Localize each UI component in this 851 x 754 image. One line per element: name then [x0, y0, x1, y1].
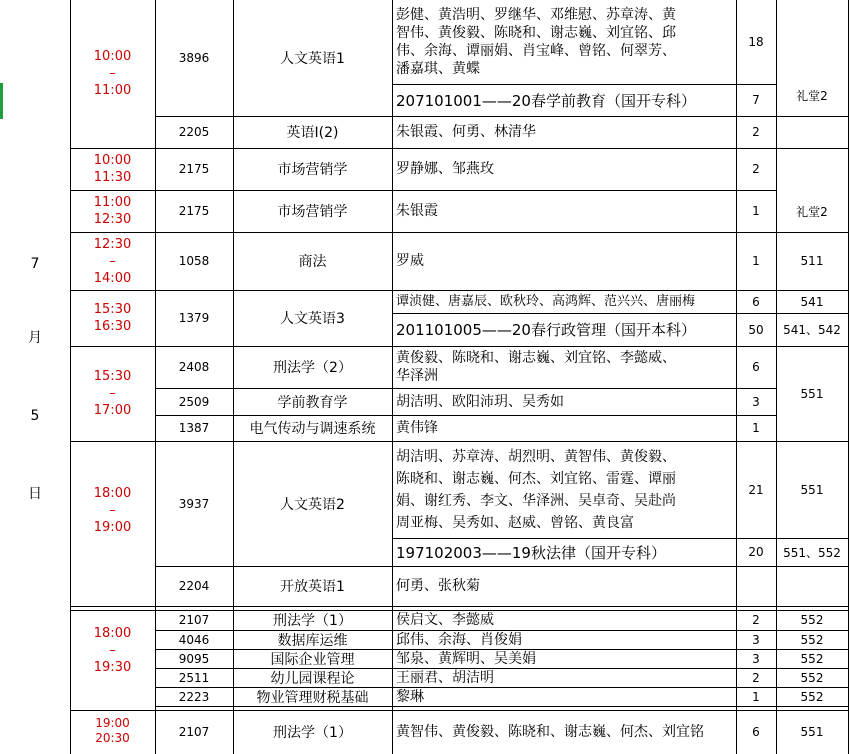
- time-slot: 10:00 – 11:00: [93, 48, 132, 98]
- student-names: 黄伟锋: [396, 420, 438, 436]
- date-day-label: 日: [28, 486, 42, 502]
- time-slot: 19:00 20:30: [95, 716, 130, 745]
- time-slot: 12:30 – 14:00: [93, 236, 132, 286]
- course-code: 4046: [178, 632, 210, 647]
- student-names: 黄俊毅、陈晓和、谢志巍、刘宜铭、李懿威、 华泽洲: [396, 350, 676, 384]
- student-names: 邱伟、余海、肖俊娟: [396, 631, 522, 648]
- student-names: 罗静娜、邹燕玫: [396, 161, 494, 177]
- time-slot: 18:00 – 19:00: [93, 485, 132, 535]
- class-count: 50: [748, 322, 764, 337]
- student-names: 胡洁明、苏章涛、胡烈明、黄智伟、黄俊毅、 陈晓和、谢志巍、何杰、刘宜铭、雷霆、谭丽 娟、谢红秀、李文、华泽洲、吴卓奇、吴赴尚 周亚梅、吴秀如、赵威、曾铭、黄良富: [396, 448, 676, 531]
- student-count: 6: [752, 294, 760, 309]
- class-room: 541、542: [783, 323, 841, 337]
- course-name: 人文英语1: [280, 51, 345, 67]
- date-month-number: 7: [30, 256, 40, 272]
- course-code: 2175: [178, 204, 210, 218]
- course-code: 1058: [178, 254, 210, 268]
- course-code: 1379: [178, 311, 210, 325]
- time-slot: 15:30 16:30: [93, 302, 132, 334]
- course-code: 2107: [178, 613, 210, 627]
- course-name: 刑法学（1）: [273, 613, 352, 629]
- student-names: 胡洁明、欧阳沛玥、吴秀如: [396, 393, 564, 410]
- course-code: 2511: [178, 670, 210, 685]
- student-names: 何勇、张秋菊: [396, 578, 480, 594]
- student-count: 6: [752, 725, 760, 739]
- class-count: 7: [752, 93, 760, 107]
- exam-room: 552: [800, 651, 824, 666]
- course-code: 1387: [178, 421, 210, 435]
- exam-room: 552: [800, 670, 824, 685]
- student-count: 21: [748, 482, 764, 497]
- student-names: 侯启文、李懿威: [396, 612, 494, 628]
- exam-room: 礼堂2: [796, 88, 828, 103]
- student-count: 1: [752, 421, 760, 435]
- course-code: 3937: [178, 496, 210, 511]
- exam-room: 552: [800, 689, 824, 704]
- exam-room: 541: [800, 294, 824, 309]
- student-count: 3: [752, 632, 760, 647]
- class-group: 197102003——19秋法律（国开专科）: [396, 543, 666, 562]
- student-names: 彭健、黄浩明、罗继华、邓维慰、苏章涛、黄 智伟、黄俊毅、陈晓和、谢志巍、刘宜铭、邱 伟、余海、谭丽娟、肖宝峰、曾铭、何翠芳、 潘嘉琪、黄蝶: [396, 7, 676, 77]
- student-names: 黄智伟、黄俊毅、陈晓和、谢志巍、何杰、刘宜铭: [396, 724, 704, 740]
- student-count: 3: [752, 394, 760, 409]
- student-names: 谭浈健、唐嘉辰、欧秋玲、高鸿辉、范兴兴、唐丽梅: [396, 293, 696, 309]
- time-slot: 15:30 – 17:00: [93, 368, 132, 418]
- course-code: 2175: [178, 162, 210, 176]
- row-selection-marker: [0, 83, 3, 119]
- course-name: 人文英语3: [280, 311, 345, 327]
- class-count: 20: [748, 545, 764, 559]
- student-count: 1: [752, 254, 760, 268]
- student-count: 3: [752, 651, 760, 666]
- student-count: 1: [752, 204, 760, 218]
- student-count: 2: [752, 613, 760, 627]
- exam-room: 551: [800, 725, 824, 739]
- course-name: 刑法学（2）: [273, 360, 352, 376]
- course-name: 刑法学（1）: [273, 725, 352, 741]
- course-code: 3896: [178, 51, 210, 65]
- course-name: 国际企业管理: [270, 651, 355, 668]
- course-name: 人文英语2: [280, 496, 345, 513]
- course-name: 学前教育学: [277, 394, 348, 411]
- course-name: 幼儿园课程论: [270, 670, 355, 687]
- student-names: 朱银霞、何勇、林清华: [396, 124, 536, 140]
- course-code: 2509: [178, 394, 210, 409]
- course-name: 市场营销学: [277, 204, 348, 220]
- time-slot: 18:00 – 19:30: [93, 625, 132, 675]
- student-count: 1: [752, 689, 760, 704]
- exam-room: 552: [800, 632, 824, 647]
- course-name: 开放英语1: [280, 579, 345, 595]
- course-code: 2223: [178, 689, 210, 704]
- date-day-number: 5: [30, 408, 40, 424]
- grid-line: [70, 606, 848, 607]
- student-count: 2: [752, 162, 760, 176]
- date-month-label: 月: [28, 330, 42, 346]
- student-names: 罗威: [396, 253, 424, 269]
- course-code: 9095: [178, 651, 210, 666]
- class-group: 201101005——20春行政管理（国开本科）: [396, 321, 696, 339]
- course-name: 商法: [298, 254, 327, 270]
- student-count: 2: [752, 125, 760, 139]
- student-count: 18: [748, 35, 764, 49]
- course-code: 2408: [178, 360, 210, 374]
- exam-room: 511: [800, 254, 824, 268]
- exam-room: 551: [800, 386, 824, 401]
- class-group: 207101001——20春学前教育（国开专科）: [396, 91, 696, 110]
- grid-line: [848, 0, 849, 754]
- course-name: 市场营销学: [277, 162, 348, 178]
- class-room: 551、552: [783, 545, 841, 560]
- course-name: 数据库运维: [277, 632, 348, 649]
- course-name: 物业管理财税基础: [256, 689, 369, 706]
- student-names: 黎琳: [396, 688, 424, 705]
- course-name: 电气传动与调速系统: [249, 421, 376, 437]
- course-name: 英语I(2): [286, 125, 339, 141]
- time-slot: 11:00 12:30: [93, 195, 132, 227]
- student-names: 王丽君、胡洁明: [396, 669, 494, 686]
- course-code: 2204: [178, 579, 210, 593]
- student-count: 2: [752, 670, 760, 685]
- course-code: 2107: [178, 725, 210, 739]
- exam-room: 551: [800, 482, 824, 497]
- exam-room: 礼堂2: [796, 204, 828, 219]
- student-names: 邹泉、黄辉明、吴美娟: [396, 650, 536, 667]
- student-names: 朱银霞: [396, 203, 438, 219]
- time-slot: 10:00 11:30: [93, 153, 132, 185]
- student-count: 6: [752, 360, 760, 374]
- exam-room: 552: [800, 613, 824, 627]
- course-code: 2205: [178, 125, 210, 139]
